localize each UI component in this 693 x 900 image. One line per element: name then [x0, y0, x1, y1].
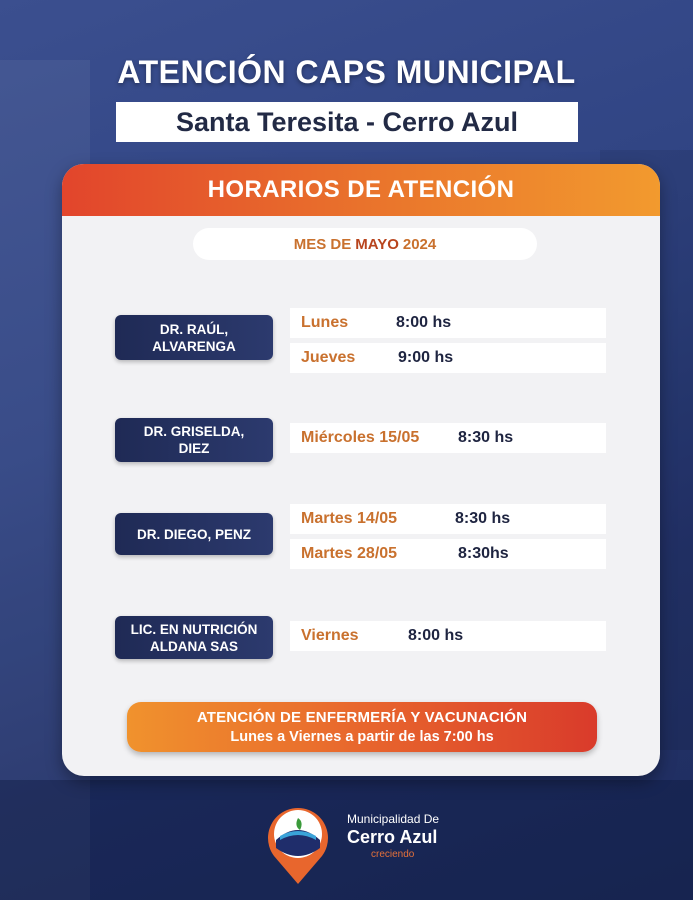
slot-time: 8:30 hs — [455, 510, 511, 527]
slot-day: Jueves — [301, 349, 356, 366]
nursing-banner — [127, 702, 597, 752]
slot-time: 9:00 hs — [398, 349, 454, 366]
schedule-card — [62, 164, 660, 776]
doctor-badge — [115, 513, 273, 555]
slot-day: Martes 14/05 — [301, 510, 398, 527]
schedule-slot — [290, 504, 606, 534]
schedule-slot — [290, 621, 606, 651]
schedule-slot — [290, 343, 606, 373]
card-header — [62, 164, 660, 216]
doctor-name-line2: DIEZ — [178, 441, 210, 456]
slot-day: Miércoles 15/05 — [301, 429, 420, 446]
doctor-name-line2: ALVARENGA — [152, 338, 236, 354]
doctor-name-line1: DR. RAÚL, — [159, 321, 229, 337]
page-title: ATENCIÓN CAPS MUNICIPAL — [117, 54, 576, 90]
municipality-logo-icon — [262, 796, 334, 886]
nursing-title: ATENCIÓN DE ENFERMERÍA Y VACUNACIÓN — [196, 709, 528, 726]
doctor-name-line1: DR. DIEGO, PENZ — [136, 526, 251, 542]
schedule-slot — [290, 423, 606, 453]
subtitle-text: Santa Teresita - Cerro Azul — [175, 106, 519, 137]
slot-day: Lunes — [301, 314, 349, 331]
slot-time: 8:30 hs — [458, 429, 514, 446]
subtitle-banner — [116, 102, 578, 142]
month-label — [193, 228, 537, 260]
schedule-slot — [290, 308, 606, 338]
month-prefix: MES DE — [293, 235, 352, 253]
brand-tagline: creciendo — [371, 849, 415, 860]
slot-time: 8:00 hs — [396, 314, 452, 331]
month-name: MAYO — [355, 235, 399, 253]
month-year: 2024 — [402, 235, 437, 253]
doctor-badge — [115, 418, 273, 462]
doctor-name-line1: LIC. EN NUTRICIÓN — [130, 621, 258, 637]
slot-day: Viernes — [301, 627, 359, 644]
schedule-slot — [290, 539, 606, 569]
doctor-name-line1: DR. GRISELDA, — [143, 424, 245, 439]
slot-time: 8:00 hs — [408, 627, 464, 644]
brand-line2: Cerro Azul — [347, 827, 438, 847]
card-heading: HORARIOS DE ATENCIÓN — [207, 176, 515, 203]
slot-time: 8:30hs — [458, 545, 509, 562]
nursing-hours: Lunes a Viernes a partir de las 7:00 hs — [230, 729, 494, 745]
brand-block — [347, 812, 439, 860]
doctor-name-line2: ALDANA SAS — [149, 638, 238, 654]
doctor-badge — [115, 315, 273, 360]
brand-line1: Municipalidad De — [347, 812, 440, 826]
doctor-badge — [115, 616, 273, 659]
slot-day: Martes 28/05 — [301, 545, 398, 562]
